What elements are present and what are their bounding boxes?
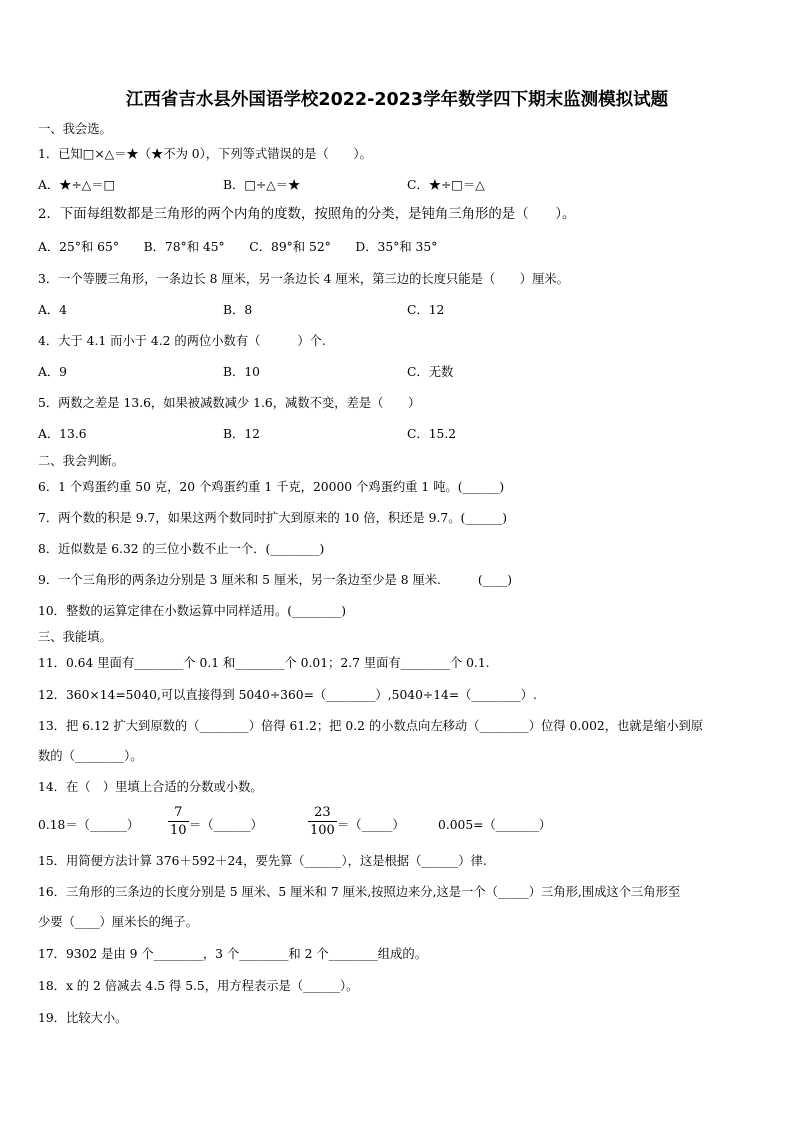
question-13: 13．把 6.12 扩大到原数的（________）倍得 61.2；把 0.2 的小数点向左移动（________）位得 0.002，也就是缩小到原 [38,719,704,733]
fraction-denominator: 100 [310,823,335,838]
q5-option-b: B．12 [223,427,260,441]
question-13-continued: 数的（________）。 [38,749,143,763]
question-3: 3．一个等腰三角形，一条边长 8 厘米，另一条边长 4 厘米，第三边的长度只能是（ ）厘米。 [38,272,569,286]
section-heading: 二、我会判断。 [38,454,125,468]
q14-fraction-1 [168,804,189,839]
fraction-numerator: 23 [308,804,337,822]
question-19: 19．比较大小。 [38,1011,128,1025]
q14-blank-2: ＝（______） [189,818,263,832]
question-14: 14．在（ ）里填上合适的分数或小数。 [38,780,263,794]
q1-option-c: C．★÷□＝△ [407,178,485,192]
q4-option-b: B．10 [223,365,260,379]
question-12: 12．360×14=5040,可以直接得到 5040÷360=（________）,5040÷14=（________）. [38,688,537,702]
q3-option-a: A．4 [38,303,68,317]
question-5: 5．两数之差是 13.6，如果被减数减少 1.6，减数不变，差是（ ） [38,396,421,410]
q1-option-b: B．□÷△＝★ [223,178,301,192]
fraction-denominator: 10 [170,823,187,838]
page-title: 江西省吉水县外国语学校2022-2023学年数学四下期末监测模拟试题 [125,90,669,110]
q3-option-c: C．12 [407,303,445,317]
q14-blank-1: 0.18＝（______） [38,818,140,832]
question-10: 10．整数的运算定律在小数运算中同样适用。(________) [38,604,347,618]
question-2: 2．下面每组数都是三角形的两个内角的度数，按照角的分类，是钝角三角形的是（ ）。 [38,207,576,222]
q1-option-a: A．★÷△＝□ [38,178,116,192]
q3-option-b: B．8 [223,303,253,317]
question-7: 7．两个数的积是 9.7，如果这两个数同时扩大到原来的 10 倍，积还是 9.7。(______) [38,511,508,525]
q2-options: A．25°和 65° B．78°和 45° C．89°和 52° D．35°和 35° [38,240,438,254]
question-15: 15．用简便方法计算 376＋592＋24，要先算（______），这是根据（______）律. [38,854,487,868]
question-11: 11．0.64 里面有________个 0.1 和________个 0.01；2.7 里面有________个 0.1. [38,656,490,670]
q4-option-a: A．9 [38,365,68,379]
q14-blank-3: ＝（_____） [337,818,405,832]
question-9: 9．一个三角形的两条边分别是 3 厘米和 5 厘米，另一条边至少是 8 厘米. (____) [38,573,513,587]
question-1: 1．已知□×△＝★（★不为 0），下列等式错误的是（ ）。 [38,147,372,161]
fraction-numerator: 7 [168,804,189,822]
question-18: 18．x 的 2 倍减去 4.5 得 5.5，用方程表示是（______）。 [38,979,359,993]
q14-blank-4: 0.005=（_______） [438,818,552,832]
q4-option-c: C．无数 [407,365,454,379]
question-17: 17．9302 是由 9 个________，3 个________和 2 个________组成的。 [38,947,427,961]
question-6: 6．1 个鸡蛋约重 50 克，20 个鸡蛋约重 1 千克，20000 个鸡蛋约重 1 吨。(______) [38,480,505,494]
question-8: 8．近似数是 6.32 的三位小数不止一个．(________) [38,542,325,556]
question-4: 4．大于 4.1 而小于 4.2 的两位小数有（ ）个. [38,334,326,348]
question-16: 16．三角形的三条边的长度分别是 5 厘米、5 厘米和 7 厘米,按照边来分,这是一个（_____）三角形,围成这个三角形至 [38,885,681,899]
section-heading: 一、我会选。 [38,122,112,136]
q5-option-c: C．15.2 [407,427,457,441]
q5-option-a: A．13.6 [38,427,87,441]
question-16-continued: 少要（____）厘米长的绳子。 [38,915,198,929]
section-heading: 三、我能填。 [38,630,112,644]
q14-fraction-2 [308,804,337,839]
